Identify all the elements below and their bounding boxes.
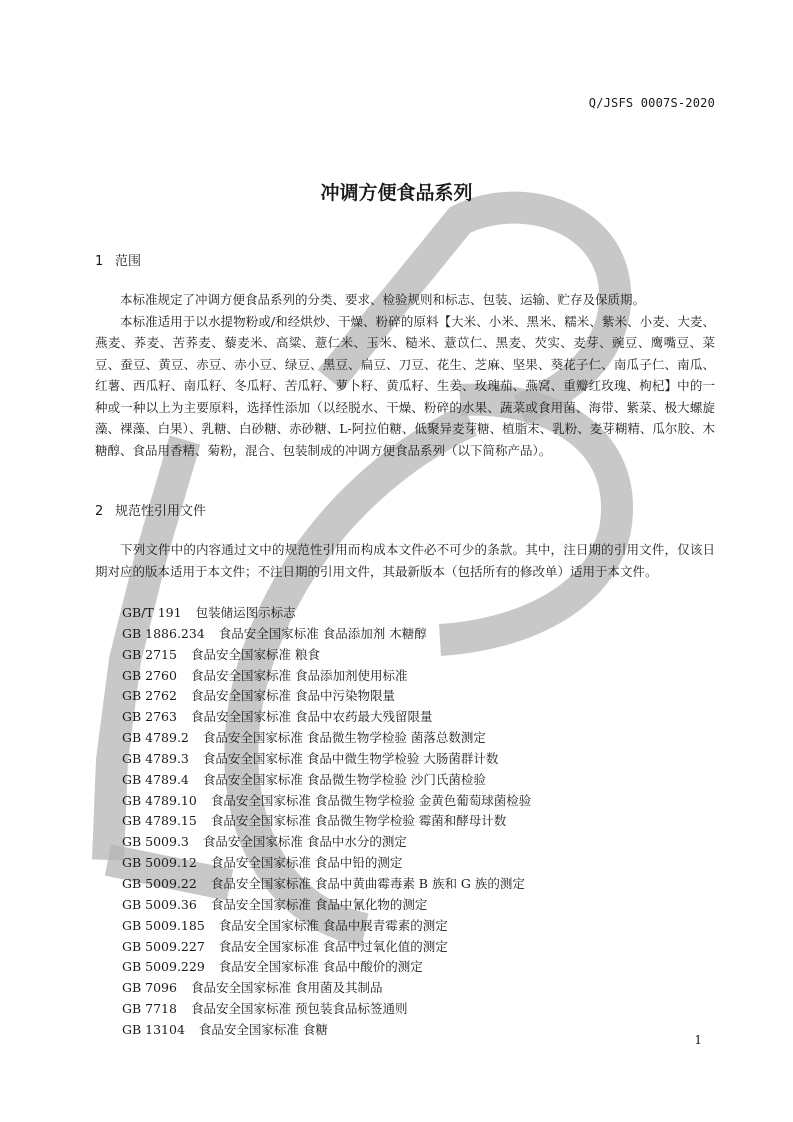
- reference-item: [122, 791, 531, 812]
- reference-title: 食品安全国家标准 食品中铅的测定: [210, 855, 403, 871]
- reference-code: GB 2763: [122, 709, 177, 725]
- reference-title: 食品安全国家标准 食品中水分的测定: [202, 834, 407, 850]
- paragraph: 本标准适用于以水提物粉或/和经烘炒、干燥、粉碎的原料【大米、小米、黑米、糯米、紫米、小麦、大麦、燕麦、荞麦、苦荞麦、藜麦米、高粱、薏仁米、玉米、糙米、薏苡仁、黑麦、芡实、麦芽、豌豆、鹰嘴豆、菜豆、蚕豆、黄豆、赤豆、赤小豆、绿豆、黑豆、扁豆、刀豆、花生、芝麻、坚果、葵花子仁、南瓜子仁、南瓜、红薯、西瓜籽、南瓜籽、冬瓜籽、苦瓜籽、萝卜籽、黄瓜籽、生姜、玫瑰茄、燕窝、重瓣红玫瑰、枸杞】中的一种或一种以上为主要原料，选择性添加（以经脱水、干燥、粉碎的水果、蔬菜或食用菌、海带、紫菜、极大螺旋藻、裸藻、白果）、乳糖、白砂糖、赤砂糖、L-阿拉伯糖、低聚异麦芽糖、植脂末、乳粉、麦芽糊精、瓜尔胶、木糖醇、食品用香精、菊粉，混合、包装制成的冲调方便食品系列（以下简称产品）。: [95, 313, 715, 458]
- reference-code: GB 7718: [122, 1001, 177, 1017]
- section-title: 范围: [115, 254, 142, 269]
- section-heading-references: [95, 500, 206, 519]
- reference-title: 食品安全国家标准 食品添加剂使用标准: [190, 667, 408, 683]
- reference-code: GB 5009.185: [122, 917, 205, 933]
- reference-item: [122, 645, 531, 666]
- reference-item: [122, 624, 531, 645]
- reference-item: [122, 728, 531, 749]
- reference-title: 食品安全国家标准 食品微生物学检验 菌落总数测定: [202, 730, 486, 746]
- reference-title: 食品安全国家标准 食品添加剂 木糖醇: [218, 625, 427, 641]
- reference-item: [122, 749, 531, 770]
- reference-title: 食品安全国家标准 食品中过氧化值的测定: [218, 938, 448, 954]
- reference-item: [122, 707, 531, 728]
- reference-code: GB 4789.3: [122, 750, 189, 766]
- reference-title: 食品安全国家标准 食品中农药最大残留限量: [190, 709, 433, 725]
- reference-title: 食品安全国家标准 食品中黄曲霉毒素 B 族和 G 族的测定: [210, 875, 525, 891]
- reference-code: GB 1886.234: [122, 625, 205, 641]
- reference-item: [122, 916, 531, 937]
- reference-item: [122, 853, 531, 874]
- reference-item: [122, 937, 531, 958]
- reference-item: [122, 603, 531, 624]
- reference-item: [122, 770, 531, 791]
- reference-code: GB/T 191: [122, 605, 182, 620]
- section-heading-scope: [95, 250, 141, 269]
- reference-code: GB 5009.227: [122, 938, 205, 954]
- reference-title: 包装储运图示标志: [195, 605, 296, 620]
- reference-code: GB 7096: [122, 980, 177, 996]
- reference-code: GB 4789.4: [122, 771, 189, 787]
- reference-code: GB 2715: [122, 646, 177, 662]
- reference-item: [122, 666, 531, 687]
- reference-title: 食品安全国家标准 食糖: [198, 1021, 328, 1037]
- section-number: 2: [95, 504, 104, 519]
- reference-item: [122, 811, 531, 832]
- reference-title: 食品安全国家标准 食品中污染物限量: [190, 688, 395, 704]
- reference-item: [122, 1020, 531, 1041]
- reference-code: GB 4789.15: [122, 813, 197, 829]
- reference-code: GB 4789.2: [122, 730, 189, 746]
- page-number: 1: [694, 1033, 702, 1047]
- scope-body: [95, 289, 715, 461]
- reference-code: GB 2762: [122, 688, 177, 704]
- reference-code: GB 5009.36: [122, 896, 197, 912]
- reference-item: [122, 999, 531, 1020]
- reference-item: [122, 874, 531, 895]
- reference-code: GB 4789.10: [122, 792, 197, 808]
- reference-item: [122, 978, 531, 999]
- reference-item: [122, 832, 531, 853]
- reference-title: 食品安全国家标准 食品中微生物学检验 大肠菌群计数: [202, 750, 499, 766]
- reference-code: GB 13104: [122, 1021, 185, 1037]
- reference-title: 食品安全国家标准 食品微生物学检验 沙门氏菌检验: [202, 771, 486, 787]
- reference-title: 食品安全国家标准 预包装食品标签通则: [190, 1001, 408, 1017]
- reference-title: 食品安全国家标准 食品微生物学检验 霉菌和酵母计数: [210, 813, 507, 829]
- reference-title: 食品安全国家标准 食品中展青霉素的测定: [218, 917, 448, 933]
- reference-title: 食品安全国家标准 食品中氰化物的测定: [210, 896, 428, 912]
- section-number: 1: [95, 254, 104, 269]
- reference-title: 食品安全国家标准 食品中酸价的测定: [218, 959, 423, 975]
- reference-code: GB 5009.229: [122, 959, 205, 975]
- reference-code: GB 5009.3: [122, 834, 189, 850]
- references-intro: [95, 539, 715, 582]
- reference-item: [122, 895, 531, 916]
- reference-code: GB 5009.12: [122, 855, 197, 871]
- paragraph: 下列文件中的内容通过文中的规范性引用而构成本文件必不可少的条款。其中，注日期的引用文件，仅该日期对应的版本适用于本文件；不注日期的引用文件，其最新版本（包括所有的修改单）适用于本文件。: [95, 542, 715, 579]
- reference-title: 食品安全国家标准 食品微生物学检验 金黄色葡萄球菌检验: [210, 792, 532, 808]
- reference-code: GB 2760: [122, 667, 177, 683]
- reference-title: 食品安全国家标准 食用菌及其制品: [190, 980, 383, 996]
- paragraph: 本标准规定了冲调方便食品系列的分类、要求、检验规则和标志、包装、运输、贮存及保质期。: [120, 292, 646, 307]
- document-title: 冲调方便食品系列: [320, 182, 473, 204]
- standard-code: Q/JSFS 0007S-2020: [588, 96, 715, 110]
- section-title: 规范性引用文件: [115, 504, 207, 519]
- reference-code: GB 5009.22: [122, 875, 197, 891]
- reference-title: 食品安全国家标准 粮食: [190, 646, 320, 662]
- reference-list: [122, 603, 531, 1041]
- reference-item: [122, 957, 531, 978]
- reference-item: [122, 686, 531, 707]
